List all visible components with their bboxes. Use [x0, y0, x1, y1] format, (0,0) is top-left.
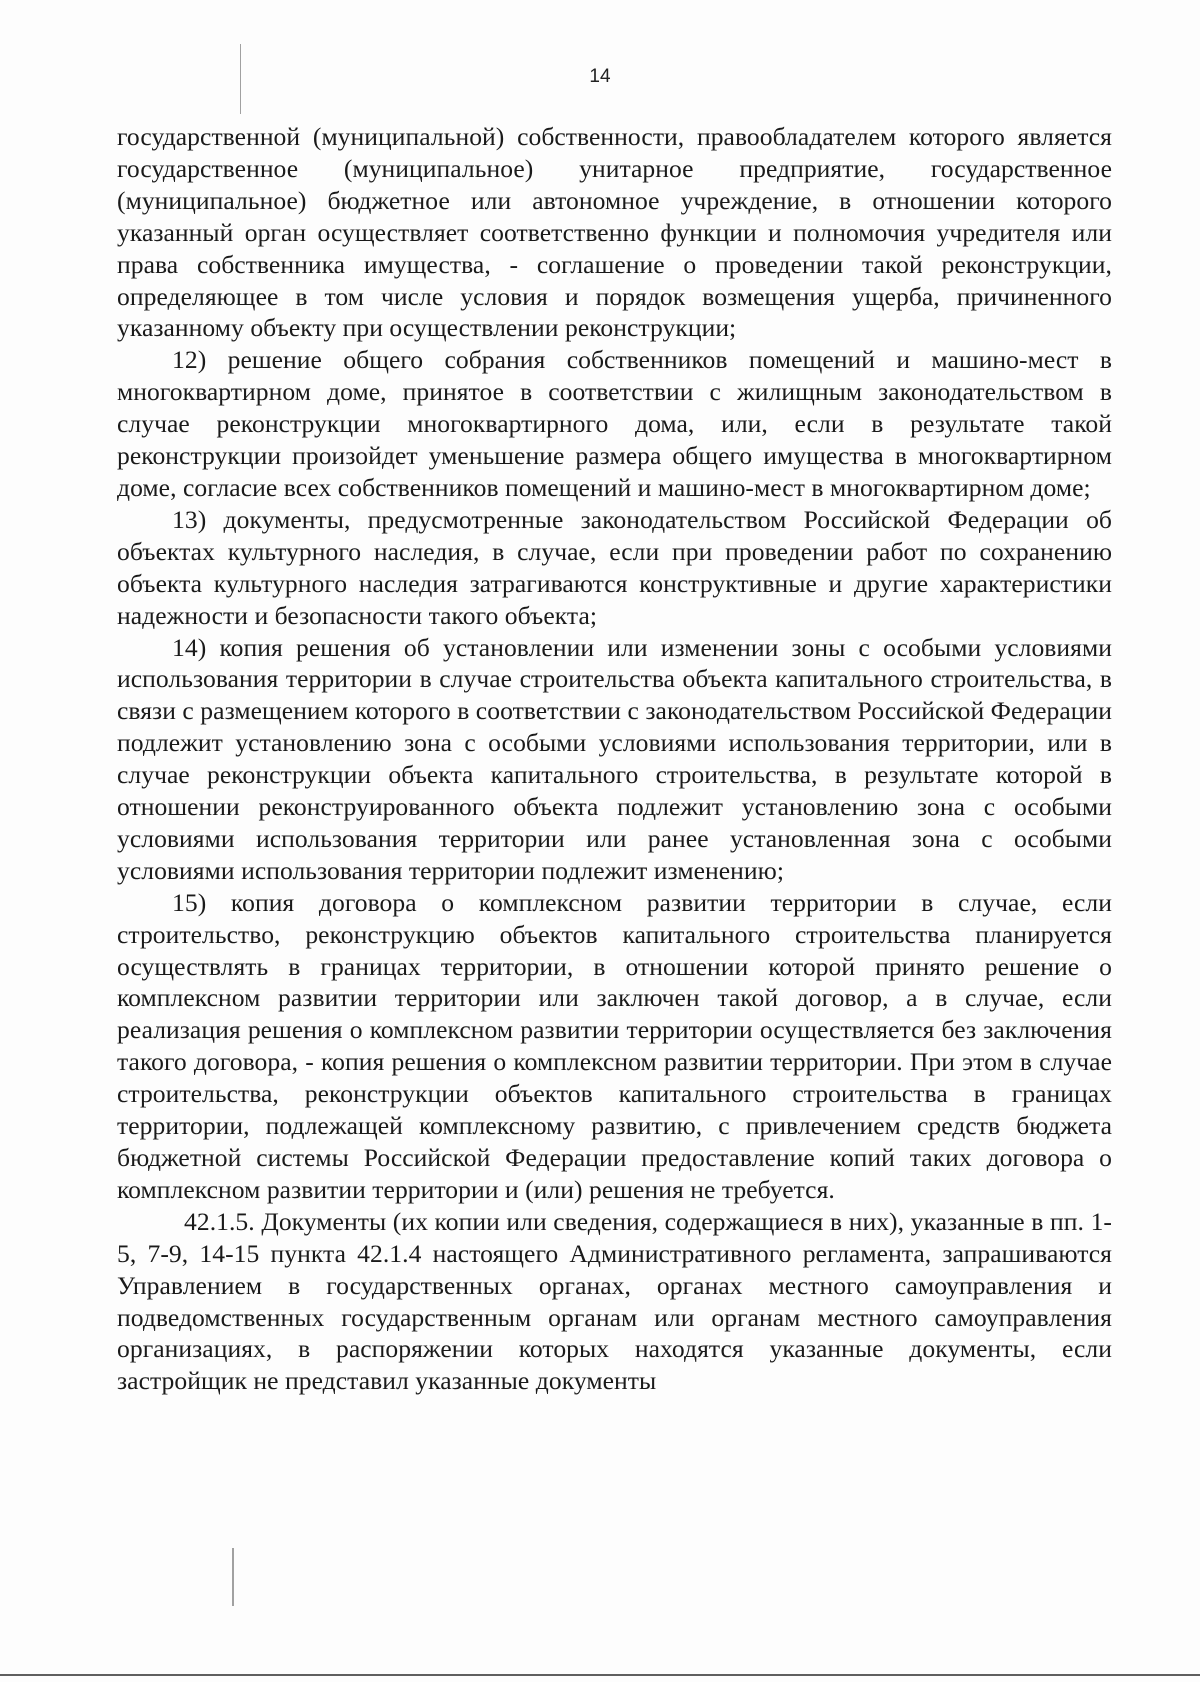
page-number: 14 [589, 66, 611, 87]
scan-artifact-bottom [232, 1548, 234, 1606]
paragraph-item-15: 15) копия договора о комплексном развитии территории в случае, если строительство, реконструкцию объектов капитального строительства планируется осуществлять в границах территории, в отношении которой принято решение о комплексном развитии территории или заключен такой договор, а в случае, если реализация решения о комплексном развитии территории осуществляется без заключения такого договора, - копия решения о комплексном развитии территории. При этом в случае строительства, реконструкции объектов капитального строительства в границах территории, подлежащей комплексному развитию, с привлечением средств бюджета бюджетной системы Российской Федерации предоставление копий таких договора о комплексном развитии территории и (или) решения не требуется. [117, 887, 1112, 1204]
paragraph-continuation: государственной (муниципальной) собственности, правообладателем которого является государственное (муниципальное) унитарное предприятие, государственное (муниципальное) бюджетное или автономное учреждение, в отношении которого указанный орган осуществляет соответственно функции и полномочия учредителя или права собственника имущества, - соглашение о проведении такой реконструкции, определяющее в том числе условия и порядок возмещения ущерба, причиненного указанному объекту при осуществлении реконструкции; [117, 122, 1112, 343]
document-body [117, 121, 1112, 1397]
scan-artifact-top [240, 44, 241, 114]
paragraph-item-14: 14) копия решения об установлении или изменении зоны с особыми условиями использования территории в случае строительства объекта капитального строительства, в связи с размещением которого в соответствии с законодательством Российской Федерации подлежит установлению зона с особыми условиями использования территории, или в случае реконструкции объекта капитального строительства, в результате которой в отношении реконструированного объекта подлежит установлению зона с особыми условиями использования территории или ранее установленная зона с особыми условиями использования территории подлежит изменению; [117, 632, 1112, 885]
scan-bottom-edge [0, 1674, 1200, 1676]
paragraph-item-13: 13) документы, предусмотренные законодательством Российской Федерации об объектах культурного наследия, в случае, если при проведении работ по сохранению объекта культурного наследия затрагиваются конструктивные и другие характеристики надежности и безопасности такого объекта; [117, 504, 1112, 630]
paragraph-section-42-1-5: 42.1.5. Документы (их копии или сведения, содержащиеся в них), указанные в пп. 1-5, 7-9, 14-15 пункта 42.1.4 настоящего Административного регламента, запрашиваются Управлением в государственных органах, органах местного самоуправления и подведомственных государственным органам или органам местного самоуправления организациях, в распоряжении которых находятся указанные документы, если застройщик не представил указанные документы [117, 1206, 1112, 1396]
paragraph-item-12: 12) решение общего собрания собственников помещений и машино-мест в многоквартирном доме, принятое в соответствии с жилищным законодательством в случае реконструкции многоквартирного дома, или, если в результате такой реконструкции произойдет уменьшение размера общего имущества в многоквартирном доме, согласие всех собственников помещений и машино-мест в многоквартирном доме; [117, 345, 1112, 502]
